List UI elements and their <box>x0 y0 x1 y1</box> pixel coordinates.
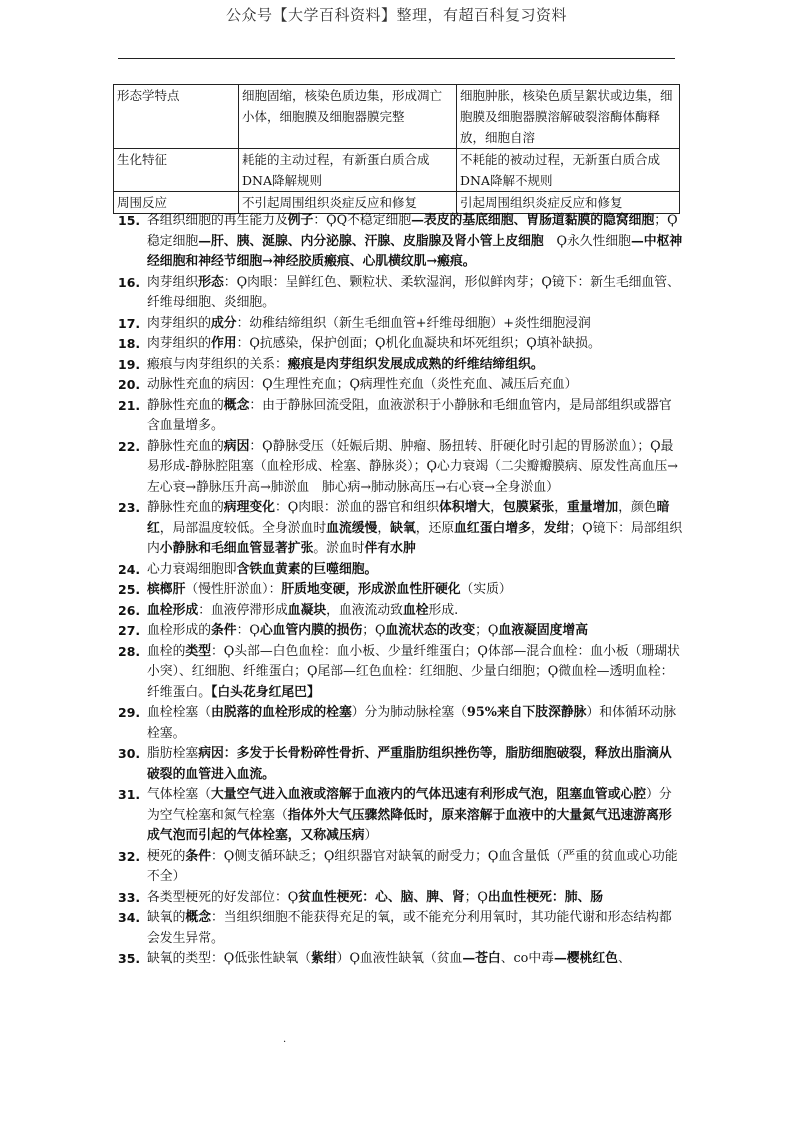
key-text: 缺氧 <box>390 520 416 536</box>
item-number: 35. <box>118 951 141 966</box>
list-item <box>118 601 683 622</box>
item-number: 16. <box>118 274 141 290</box>
list-item <box>118 273 683 314</box>
item-number: 28. <box>118 643 141 659</box>
item-text: ， <box>377 520 391 536</box>
item-text: ）和体循环动脉栓塞。 <box>147 705 677 741</box>
item-text: Ϙ永久性细胞 <box>543 233 631 249</box>
item-text: ：幼稚结缔组织（新生毛细血管+纤维母细胞）+炎性细胞浸润 <box>236 315 591 331</box>
table-cell: 细胞肿胀，核染色质呈絮状或边集，细胞膜及细胞器膜溶解破裂溶酶体酶释放，细胞自溶 <box>457 85 680 149</box>
key-text: 血栓形成 <box>147 602 199 618</box>
list-item <box>118 498 683 560</box>
key-text: 由脱落的血栓形成的栓塞 <box>210 705 352 720</box>
item-number: 32. <box>118 848 141 864</box>
item-text: ， <box>530 520 544 536</box>
item-text: ， <box>490 500 504 515</box>
key-text: 暗红 <box>147 500 670 536</box>
key-text: 体积增大 <box>439 500 491 515</box>
key-text: 【白头花身红尾巴】 <box>210 684 320 700</box>
table-cell: 不耗能的被动过程，无新蛋白质合成 DNA降解不规则 <box>457 149 680 192</box>
key-text: 发绀 <box>543 520 570 536</box>
list-item <box>118 334 683 355</box>
item-text: 各类型梗死的好发部位：Ϙ <box>147 889 299 905</box>
list-item <box>118 580 683 601</box>
key-text: 概念 <box>223 397 250 413</box>
item-text: 肉芽组织 <box>147 274 199 290</box>
list-item <box>118 396 683 437</box>
footer-mark: . <box>283 1034 287 1045</box>
key-text: 紫绀 <box>311 951 337 966</box>
item-text: 。淤血时 <box>313 541 365 556</box>
item-number: 29. <box>118 705 141 720</box>
item-text: ：ϘQ不稳定细胞 <box>313 213 412 228</box>
table-cell: 不引起周围组织炎症反应和修复 <box>239 192 457 214</box>
item-text: 、 <box>617 951 631 966</box>
item-text: 血栓形成的 <box>147 623 211 638</box>
key-text: 病理变化 <box>223 500 275 515</box>
item-number: 23. <box>118 500 141 515</box>
key-text: 血栓 <box>402 602 429 618</box>
item-text: ：Ϙ侧支循环缺乏；Ϙ组织器官对缺氧的耐受力；Ϙ血含量低（严重的贫血或心功能不全） <box>147 848 678 884</box>
item-text: ：Ϙ静脉受压（妊娠后期、肿瘤、肠扭转、肝硬化时引起的胃肠淤血）；Ϙ最易形成-静脉腔阻塞（血栓形成、栓塞、静脉炎）；Ϙ心力衰竭（二尖瓣瓣膜病、原发性高血压→左心衰→静脉压升高→肺淤血 肺心病→肺动脉高压→右心衰→全身淤血） <box>147 438 679 495</box>
key-text: 血流状态的改变 <box>385 623 476 638</box>
item-text: 肉芽组织的 <box>147 315 211 331</box>
list-item <box>118 211 683 273</box>
key-text: 类型 <box>185 643 211 659</box>
item-text: ：Ϙ肉眼：淤血的器官和组织 <box>274 500 440 515</box>
item-number: 34. <box>118 910 141 925</box>
key-text: 指体外大气压骤然降低时，原来溶解于血液中的大量氮气迅速游离形成气泡而引起的气体栓塞，又称减压病 <box>147 807 672 843</box>
item-text: （慢性肝淤血）： <box>185 582 282 597</box>
item-text: 、co中毒 <box>500 951 554 966</box>
key-text: 病因：多发于长骨粉碎性骨折、严重脂肪组织挫伤等，脂肪细胞破裂，释放出脂滴从破裂的血管进入血流。 <box>147 746 672 782</box>
item-text: 血栓的 <box>147 643 186 659</box>
item-text: ，血液流动致 <box>326 602 403 618</box>
item-number: 21. <box>118 397 141 413</box>
key-text: 条件 <box>185 848 211 864</box>
header-rule <box>118 58 675 59</box>
item-text: ） <box>364 828 378 843</box>
key-text: 成分 <box>210 315 237 331</box>
key-text: 槟榔肝 <box>147 582 186 597</box>
list-item <box>118 621 683 642</box>
key-text: 肝质地变硬，形成淤血性肝硬化 <box>281 582 461 597</box>
list-item <box>118 888 683 909</box>
key-text: 伴有水肿 <box>364 541 416 556</box>
item-number: 31. <box>118 787 141 802</box>
item-text: ，局部温度较低。全身淤血时 <box>159 520 327 536</box>
item-number: 30. <box>118 746 141 761</box>
key-text: 病因 <box>223 438 250 454</box>
item-text: 静脉性充血的 <box>147 500 224 515</box>
item-number: 19. <box>118 356 141 372</box>
item-text: ，颜色 <box>618 500 657 515</box>
key-text: 血液凝固度增高 <box>498 623 588 638</box>
item-text: ：Ϙ <box>236 623 260 638</box>
key-text: 形态 <box>198 274 224 290</box>
key-text: 瘢痕是肉芽组织发展成成熟的纤维结缔组织。 <box>287 356 544 372</box>
item-text: ；Ϙ稳定细胞 <box>147 213 678 249</box>
list-item <box>118 949 683 970</box>
table-row <box>114 85 680 149</box>
item-text: （实质） <box>460 582 512 597</box>
item-number: 20. <box>118 377 141 392</box>
item-text: ：Ϙ头部—白色血栓：血小板、少量纤维蛋白；Ϙ体部—混合血栓：血小板（珊瑚状小突）、红细胞、纤维蛋白；Ϙ尾部—红色血栓：红细胞、少量白细胞；Ϙ微血栓—透明血栓：纤维蛋白。 <box>147 643 680 700</box>
list-item <box>118 785 683 847</box>
key-text: —苍白 <box>462 951 501 966</box>
list-item <box>118 560 683 581</box>
numbered-list <box>118 211 683 970</box>
item-text: ；Ϙ镜下：局部组织内 <box>147 520 683 556</box>
item-number: 22. <box>118 438 141 454</box>
key-text: 血凝块 <box>287 602 327 618</box>
item-text: 静脉性充血的 <box>147 397 224 413</box>
item-text: ：由于静脉回流受阻，血液淤积于小静脉和毛细血管内，是局部组织或器官含血量增多。 <box>147 397 672 433</box>
item-text: 脂肪栓塞 <box>147 746 199 761</box>
item-text: ：当组织细胞不能获得充足的氧，或不能充分利用氧时，其功能代谢和形态结构都会发生异常。 <box>147 910 672 946</box>
item-text: ；Ϙ <box>464 889 488 905</box>
item-text: ；Ϙ <box>362 623 386 638</box>
item-number: 24. <box>118 561 141 577</box>
list-item <box>118 744 683 785</box>
item-number: 27. <box>118 623 141 638</box>
table-cell: 周围反应 <box>114 192 239 214</box>
list-item <box>118 703 683 744</box>
item-text: ：Ϙ肉眼：呈鲜红色、颗粒状、柔软湿润，形似鲜肉芽；Ϙ镜下：新生毛细血管、纤维母细胞、炎细胞。 <box>147 274 680 310</box>
item-text: 肉芽组织的 <box>147 336 211 351</box>
key-text: 出血性梗死：肺、肠 <box>487 889 604 905</box>
item-text: ）分为空气栓塞和氮气栓塞（ <box>147 787 672 823</box>
key-text: 大量空气进入血液或溶解于血液内的气体迅速有利形成气泡，阻塞血管或心腔 <box>210 787 647 802</box>
key-text: —肝、胰、涎腺、内分泌腺、汗腺、皮脂腺及肾小管上皮细胞 <box>198 233 544 249</box>
key-text: 小静脉和毛细血管显著扩张 <box>159 541 314 556</box>
item-text: ）Ϙ血液性缺氧（贫血 <box>336 951 463 966</box>
list-item <box>118 908 683 949</box>
item-number: 18. <box>118 336 141 351</box>
item-text: 静脉性充血的 <box>147 438 224 454</box>
list-item <box>118 847 683 888</box>
key-text: 95%来自下肢深静脉 <box>466 705 587 720</box>
list-item <box>118 642 683 704</box>
key-text: 概念 <box>185 910 211 925</box>
item-text: 血栓栓塞（ <box>147 705 211 720</box>
item-text: 动脉性充血的病因：Ϙ生理性充血；Ϙ病理性充血（炎性充血、减压后充血） <box>147 377 578 392</box>
table-cell: 细胞固缩，核染色质边集，形成凋亡小体，细胞膜及细胞器膜完整 <box>239 85 457 149</box>
key-text: —表皮的基底细胞、胃肠道黏膜的隐窝细胞 <box>411 213 655 228</box>
key-text: 例子 <box>287 213 314 228</box>
item-text: 缺氧的 <box>147 910 186 925</box>
key-text: 条件 <box>210 623 237 638</box>
key-text: 包膜紧张 <box>503 500 555 515</box>
item-text: 心力衰竭细胞即 <box>147 561 237 577</box>
item-text: 各组织细胞的再生能力及 <box>147 213 288 228</box>
list-item <box>118 375 683 396</box>
table-cell: 生化特征 <box>114 149 239 192</box>
item-text: 梗死的 <box>147 848 186 864</box>
item-text: 形成. <box>428 602 459 618</box>
list-item <box>118 437 683 499</box>
key-text: 贫血性梗死：心、脑、脾、肾 <box>298 889 465 905</box>
item-text: ）分为肺动脉栓塞（ <box>351 705 467 720</box>
table-cell: 形态学特点 <box>114 85 239 149</box>
key-text: 血红蛋白增多 <box>454 520 531 536</box>
table-row <box>114 149 680 192</box>
item-number: 33. <box>118 889 141 905</box>
item-number: 26. <box>118 602 141 618</box>
list-item <box>118 355 683 376</box>
key-text: —中枢神经细胞和神经节细胞→神经胶质瘢痕、心肌横纹肌→瘢痕。 <box>147 233 683 269</box>
item-text: ：血液停滞形成 <box>198 602 288 618</box>
list-item <box>118 314 683 335</box>
key-text: 血流缓慢 <box>326 520 378 536</box>
item-text: 气体栓塞（ <box>147 787 211 802</box>
item-text: 缺氧的类型：Ϙ低张性缺氧（ <box>147 951 312 966</box>
key-text: 心血管内膜的损伤 <box>259 623 363 638</box>
item-text: ，还原 <box>415 520 455 536</box>
table-cell: 引起周围组织炎症反应和修复 <box>457 192 680 214</box>
item-number: 17. <box>118 315 141 331</box>
key-text: —樱桃红色 <box>553 951 618 966</box>
key-text: 作用 <box>210 336 237 351</box>
comparison-table <box>113 84 680 214</box>
page-header: 公众号【大学百科资料】整理，有超百科复习资料 <box>225 6 567 24</box>
item-text: ， <box>554 500 567 515</box>
key-text: 含铁血黄素的巨噬细胞。 <box>236 561 378 577</box>
item-text: 瘢痕与肉芽组织的关系： <box>147 356 288 372</box>
item-text: ：Ϙ抗感染，保护创面；Ϙ机化血凝块和坏死组织；Ϙ填补缺损。 <box>236 336 601 351</box>
item-text: ；Ϙ <box>475 623 499 638</box>
item-number: 15. <box>118 213 141 228</box>
item-number: 25. <box>118 582 141 597</box>
key-text: 重量增加 <box>567 500 619 515</box>
table-cell: 耗能的主动过程，有新蛋白质合成DNA降解规则 <box>239 149 457 192</box>
